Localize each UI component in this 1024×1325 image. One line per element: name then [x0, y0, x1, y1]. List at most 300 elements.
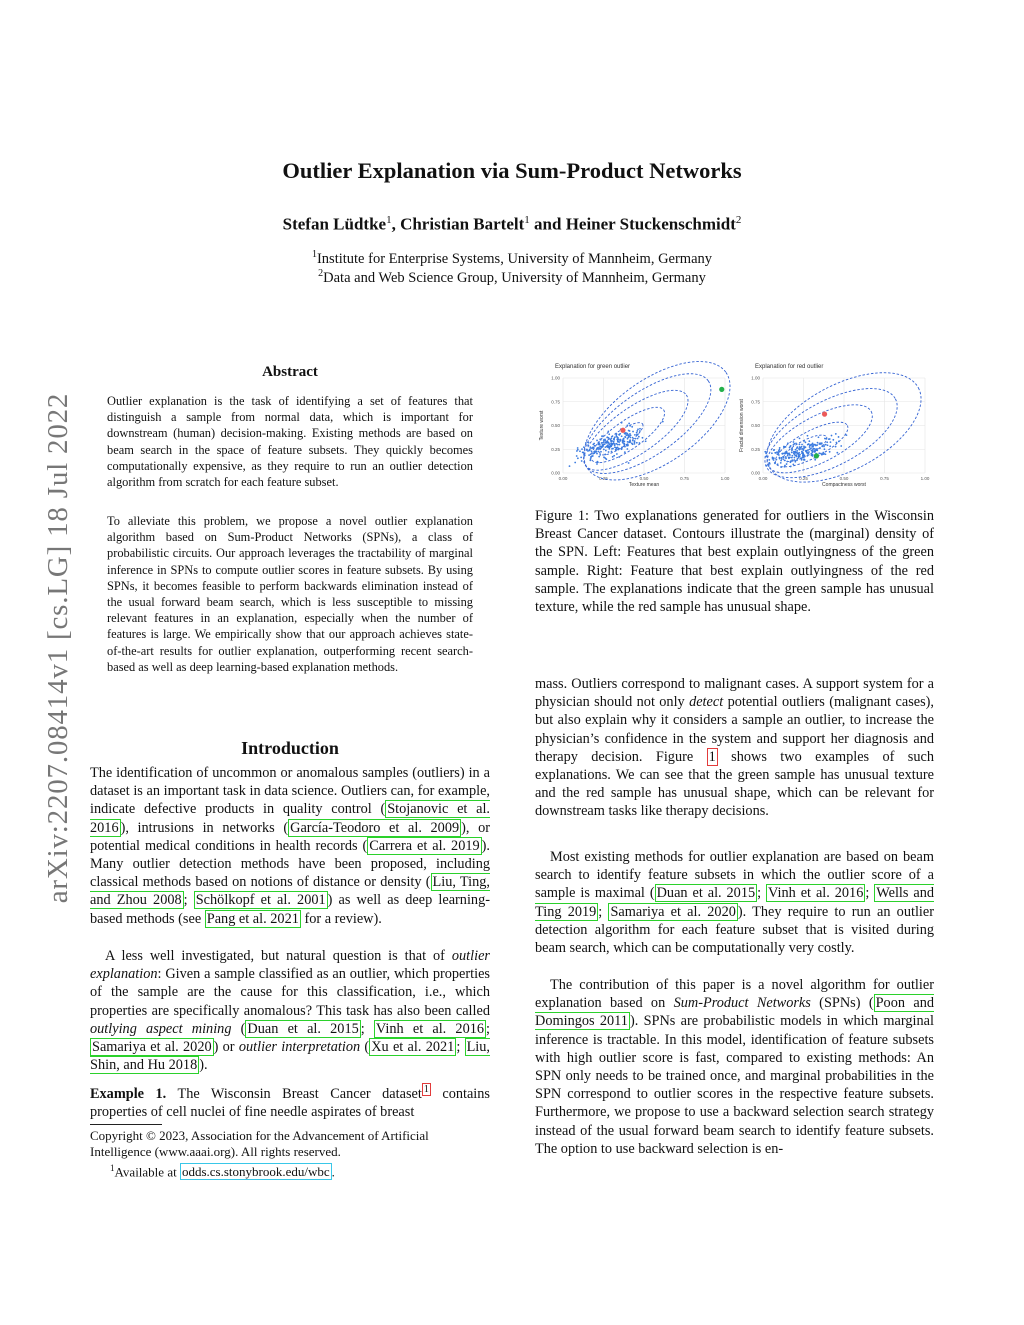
data-point — [796, 450, 798, 452]
text-run: ), intrusions in networks ( — [120, 819, 289, 836]
data-point — [846, 434, 848, 436]
data-point — [780, 466, 782, 468]
paper-title: Outlier Explanation via Sum-Product Networks — [282, 158, 742, 183]
emphasis: outlying aspect mining — [90, 1020, 232, 1037]
data-point — [597, 461, 599, 463]
data-point — [802, 456, 804, 458]
data-point — [574, 462, 576, 464]
data-point — [604, 440, 606, 442]
data-point — [814, 459, 816, 461]
y-tick-label: 0.25 — [751, 446, 760, 452]
data-point — [789, 445, 791, 447]
data-point — [615, 449, 617, 451]
data-point — [828, 438, 830, 440]
x-tick-label: 1.00 — [720, 476, 730, 481]
data-point — [583, 446, 585, 448]
text-run: contains properties of cell nuclei of fine needle aspirates of breast — [90, 1085, 490, 1120]
data-point — [764, 451, 766, 453]
data-point — [783, 466, 785, 468]
y-tick-label: 0.25 — [551, 446, 560, 452]
x-tick-label: 0.75 — [880, 476, 889, 481]
text-run: ). SPNs are probabilistic models in which marginal inference is tractable. In this model, identification of feature subsets with high outlier score is fast, compared to existing methods: An SPN only needs to be trained once, and marginal probabilities in the SPN correspond to outlier scores in the respective feature subsets. Furthermore, we propose to use a backward selection search strategy instead of the usual forward beam search to identify feature subsets. The option to use backward selection is en- — [535, 1013, 934, 1157]
data-point — [608, 451, 610, 453]
data-point — [794, 461, 796, 463]
x-tick-label: 0.50 — [839, 476, 849, 481]
data-point — [583, 455, 585, 457]
data-point — [622, 439, 624, 441]
text-run: The contribution of this paper is a novel algorithm for outlier explanation based on — [535, 977, 934, 1012]
data-point — [807, 435, 809, 437]
data-point — [821, 445, 823, 447]
x-tick-label: 0.00 — [758, 476, 768, 481]
data-point — [799, 446, 801, 448]
data-point — [806, 455, 808, 457]
text-run: ). — [199, 1057, 208, 1074]
emphasis: outlier explanation — [90, 948, 490, 983]
data-point — [775, 452, 777, 454]
x-axis-label: Texture mean — [628, 482, 660, 488]
data-point — [628, 430, 630, 432]
data-point — [780, 460, 782, 462]
text-run: A less well investigated, but natural question is that of — [105, 948, 452, 964]
panel-title: Explanation for red outlier — [755, 364, 824, 370]
citation-link[interactable]: Pang et al. 2021 — [206, 910, 299, 927]
data-point — [792, 444, 794, 446]
data-point — [617, 437, 619, 439]
data-point — [810, 448, 812, 450]
data-point — [765, 456, 767, 458]
data-point — [599, 454, 601, 456]
data-point — [622, 442, 624, 444]
data-point — [581, 448, 583, 450]
data-point — [813, 448, 815, 450]
citation-link[interactable]: García-Teodoro et al. 2009 — [290, 819, 460, 836]
citation-link[interactable]: Samariya et al. 2020 — [610, 903, 736, 920]
data-point — [589, 449, 591, 451]
data-point — [801, 459, 803, 461]
example-paragraph — [90, 1081, 490, 1121]
intro-paragraph — [90, 947, 490, 1074]
data-point — [808, 451, 810, 453]
data-point — [612, 448, 614, 450]
text-run: ; — [598, 903, 609, 920]
author-name: Christian Bartelt — [400, 214, 525, 234]
figure-panel-right — [739, 358, 935, 498]
data-point — [631, 426, 633, 428]
data-point — [590, 453, 592, 455]
x-tick-label: 0.75 — [680, 476, 689, 481]
text-run: ; — [486, 1020, 491, 1037]
body-paragraph — [535, 675, 934, 821]
data-point — [596, 463, 598, 465]
data-point — [592, 455, 594, 457]
data-point — [826, 441, 828, 443]
data-point — [600, 446, 602, 448]
data-point — [619, 444, 621, 446]
data-point — [831, 435, 833, 437]
citation-link[interactable]: Carrera et al. 2019 — [369, 837, 480, 854]
data-point — [598, 448, 600, 450]
data-point — [576, 455, 578, 457]
data-point — [579, 450, 581, 452]
citation-link[interactable]: Liu, Shin, and Hu 2018 — [90, 1039, 490, 1074]
text-run: shows two examples of such explanations. We can see that the green sample has unusual texture and the red sample has unusual shape, which can be relevant for downstream tasks like therapy decisions. — [535, 748, 935, 820]
data-point — [802, 455, 804, 457]
data-point — [807, 452, 809, 454]
data-point — [645, 440, 647, 442]
data-point — [774, 463, 776, 465]
x-tick-label: 0.00 — [558, 476, 568, 481]
citation-link[interactable]: Duan et al. 2015 — [247, 1020, 359, 1037]
green-outlier-point — [719, 387, 724, 392]
data-point — [577, 457, 579, 459]
text-run: : Given a sample classified as an outlier, which properties of the sample are the cause for this classification, i.e., which properties are specifically anomalous? This task has also been called — [90, 966, 490, 1019]
data-point — [829, 451, 831, 453]
data-point — [629, 440, 631, 442]
data-point — [569, 465, 571, 467]
data-point — [600, 451, 602, 453]
text-run: ( — [360, 1039, 370, 1056]
data-point — [632, 437, 634, 439]
data-point — [605, 446, 607, 448]
abstract-paragraph: To alleviate this problem, we propose a novel outlier explanation algorithm based on Sum-Product Networks (SPNs), a class of probabilistic circuits. Our approach leverages the tractability of marginal inference in SPNs to compute outlier scores in feature subsets. By using SPNs, it becomes feasible to perform backwards elimination instead of the usual forward beam search, which is less susceptible to missing relevant features in an explanation, especially when the number of features is large. We empirically show that our approach achieves state-of-the-art results for outlier explanation, outperforming recent search-based as well as deep learning-based explanation methods. — [107, 514, 473, 674]
data-point — [598, 447, 600, 449]
figure-ref-link[interactable]: 1 — [708, 748, 716, 765]
data-point — [809, 444, 811, 446]
data-point — [611, 451, 613, 453]
data-point — [776, 453, 778, 455]
x-tick-label: 0.50 — [639, 476, 649, 481]
data-point — [587, 444, 589, 446]
data-point — [626, 424, 628, 426]
data-point — [621, 448, 623, 450]
data-point — [803, 449, 805, 451]
figure-panel-left — [539, 358, 750, 498]
data-point — [829, 445, 831, 447]
text-run: ) as well as deep learning-based methods (see — [90, 892, 490, 927]
data-point — [791, 455, 793, 457]
data-point — [775, 459, 777, 461]
affiliation-text: Data and Web Science Group, University of Mannheim, Germany — [323, 269, 706, 286]
data-point — [606, 437, 608, 439]
data-point — [618, 456, 620, 458]
data-point — [781, 453, 783, 455]
affiliation-sup: 1 — [311, 249, 317, 260]
data-point — [590, 456, 592, 458]
data-point — [602, 442, 604, 444]
data-point — [836, 442, 838, 444]
x-axis-label: Compactness worst — [822, 482, 866, 488]
data-point — [812, 446, 814, 448]
data-point — [793, 459, 795, 461]
data-point — [594, 445, 596, 447]
data-point — [604, 454, 606, 456]
data-point — [798, 448, 800, 450]
data-point — [781, 457, 783, 459]
text-run: (SPNs) ( — [810, 995, 874, 1012]
data-point — [588, 454, 590, 456]
data-point — [639, 430, 641, 432]
data-point — [637, 428, 639, 430]
data-point — [787, 455, 789, 457]
y-tick-label: 0.50 — [551, 423, 560, 428]
data-point — [794, 457, 796, 459]
text-run: ; — [757, 885, 767, 902]
data-point — [802, 452, 804, 454]
data-point — [784, 453, 786, 455]
data-point — [620, 439, 622, 441]
data-point — [821, 442, 823, 444]
data-point — [780, 462, 782, 464]
data-point — [593, 452, 595, 454]
citation-link[interactable]: Liu, Ting, and Zhou 2008 — [90, 874, 490, 909]
data-point — [817, 442, 819, 444]
data-point — [809, 446, 811, 448]
citation-link[interactable]: Duan et al. 2015 — [656, 885, 756, 902]
data-point — [827, 444, 829, 446]
footnote-url-link[interactable]: odds.cs.stonybrook.edu/wbc — [181, 1164, 330, 1180]
data-point — [790, 466, 792, 468]
data-point — [629, 425, 631, 427]
author-list — [0, 214, 1024, 235]
data-point — [788, 457, 790, 459]
data-point — [790, 460, 792, 462]
data-point — [806, 450, 808, 452]
text-run: ; — [456, 1039, 465, 1056]
affiliation-text: Institute for Enterprise Systems, University of Mannheim, Germany — [316, 250, 713, 267]
data-point — [794, 451, 796, 453]
data-point — [599, 444, 601, 446]
data-point — [589, 459, 591, 461]
data-point — [836, 452, 838, 454]
text-run: The Wisconsin Breast Cancer dataset — [166, 1085, 422, 1102]
data-point — [825, 444, 827, 446]
data-point — [616, 453, 618, 455]
data-point — [632, 440, 634, 442]
panel-title: Explanation for green outlier — [555, 364, 631, 370]
data-point — [803, 440, 805, 442]
data-point — [818, 452, 820, 454]
citation-link[interactable]: Schölkopf et al. 2001 — [195, 892, 326, 909]
data-point — [616, 443, 618, 445]
text-run: ; — [360, 1020, 374, 1037]
data-point — [577, 447, 579, 449]
data-point — [639, 428, 641, 430]
citation-link[interactable]: Poon and Domingos 2011 — [535, 995, 934, 1030]
data-point — [782, 456, 784, 458]
data-point — [840, 445, 842, 447]
y-tick-label: 1.00 — [551, 375, 560, 381]
author-separator: , — [391, 214, 401, 234]
abstract-heading: Abstract — [262, 364, 318, 380]
data-point — [815, 445, 817, 447]
data-point — [768, 465, 770, 467]
data-point — [800, 448, 802, 450]
data-point — [599, 438, 601, 440]
data-point — [636, 430, 638, 432]
red-outlier-point — [822, 412, 827, 417]
data-point — [613, 455, 615, 457]
data-point — [795, 449, 797, 451]
data-point — [580, 456, 582, 458]
body-paragraph — [535, 976, 934, 1158]
citation-link[interactable]: Wells and Ting 2019 — [535, 885, 935, 920]
data-point — [791, 448, 793, 450]
affiliation — [0, 268, 1024, 287]
y-axis-label: Texture worst — [539, 410, 545, 441]
data-point — [593, 447, 595, 449]
data-point — [587, 450, 589, 452]
citation-link[interactable]: Samariya et al. 2020 — [92, 1039, 212, 1056]
x-tick-label: 1.00 — [920, 476, 930, 481]
data-point — [838, 440, 840, 442]
data-point — [796, 447, 798, 449]
affiliation — [0, 249, 1024, 268]
data-point — [613, 438, 615, 440]
data-point — [787, 442, 789, 444]
data-point — [613, 441, 615, 443]
data-point — [811, 451, 813, 453]
data-point — [793, 454, 795, 456]
data-point — [605, 450, 607, 452]
figure-caption: Figure 1: Two explanations generated for outliers in the Wisconsin Breast Cancer dataset. Contours illustrate the (marginal) density of the SPN. Left: Features that best explain outlyingness of the green sample. Right: Feature that best explain outlyingness of the red sample. The explanations indicate that the green sample has unusual texture, while the red sample has unusual shape. — [535, 508, 934, 616]
data-point — [624, 451, 626, 453]
text-run: ; — [183, 892, 194, 909]
citation-link[interactable]: Vinh et al. 2016 — [375, 1020, 485, 1037]
citation-link[interactable]: Vinh et al. 2016 — [768, 885, 864, 902]
data-point — [816, 449, 818, 451]
data-point — [585, 442, 587, 444]
data-point — [617, 441, 619, 443]
data-point — [582, 451, 584, 453]
data-point — [823, 444, 825, 446]
data-point — [796, 456, 798, 458]
data-point — [588, 442, 590, 444]
data-point — [803, 459, 805, 461]
data-point — [591, 450, 593, 452]
data-point — [642, 437, 644, 439]
data-point — [621, 422, 623, 424]
data-point — [611, 435, 613, 437]
data-point — [624, 446, 626, 448]
data-point — [636, 432, 638, 434]
data-point — [835, 446, 837, 448]
data-point — [589, 446, 591, 448]
author-affil-sup: 1 — [386, 214, 392, 226]
text-run: . — [331, 1164, 335, 1180]
data-point — [629, 433, 631, 435]
y-tick-label: 1.00 — [751, 375, 760, 381]
text-run: ( — [231, 1020, 246, 1037]
emphasis: outlier interpretation — [238, 1039, 361, 1056]
x-tick-label: 0.25 — [799, 476, 808, 481]
data-point — [765, 465, 767, 467]
author-separator: and — [529, 214, 566, 234]
footnote-link[interactable]: 1 — [423, 1084, 429, 1095]
data-point — [628, 423, 630, 425]
data-point — [830, 441, 832, 443]
data-point — [796, 459, 798, 461]
data-point — [772, 458, 774, 460]
footnote — [90, 1160, 490, 1180]
data-point — [779, 457, 781, 459]
data-point — [619, 433, 621, 435]
data-point — [598, 456, 600, 458]
data-point — [785, 446, 787, 448]
author-affil-sup: 2 — [735, 214, 742, 226]
data-point — [627, 437, 629, 439]
data-point — [626, 448, 628, 450]
data-point — [607, 431, 609, 433]
text-run: Available at — [114, 1164, 180, 1180]
citation-link[interactable]: Stojanovic et al. 2016 — [90, 801, 490, 836]
data-point — [791, 451, 793, 453]
example-label: Example 1. — [90, 1085, 167, 1102]
data-point — [799, 443, 801, 445]
footnote-rule — [90, 1124, 162, 1125]
data-point — [795, 442, 797, 444]
data-point — [608, 433, 610, 435]
data-point — [811, 450, 813, 452]
data-point — [786, 461, 788, 463]
data-point — [768, 459, 770, 461]
data-point — [805, 446, 807, 448]
data-point — [632, 443, 634, 445]
red-outlier-point — [620, 428, 625, 433]
y-tick-label: 0.00 — [551, 470, 560, 476]
y-tick-label: 0.50 — [751, 423, 760, 428]
intro-paragraph — [90, 764, 490, 928]
text-run: Most existing methods for outlier explanation are based on beam search to identify feature subsets in which the outlier score of a sample is maximal ( — [535, 849, 934, 902]
text-run: ), or potential medical conditions in health records ( — [90, 819, 490, 854]
data-point — [793, 441, 795, 443]
data-point — [605, 458, 607, 460]
y-tick-label: 0.75 — [751, 399, 760, 405]
data-point — [618, 448, 620, 450]
y-tick-label: 0.75 — [551, 399, 560, 405]
data-point — [615, 447, 617, 449]
data-point — [778, 450, 780, 452]
data-point — [812, 454, 814, 456]
arxiv-identifier: arXiv:2207.08414v1 [cs.LG] 18 Jul 2022 — [42, 392, 74, 904]
citation-link[interactable]: Xu et al. 2021 — [371, 1039, 455, 1056]
data-point — [787, 453, 789, 455]
data-point — [601, 435, 603, 437]
emphasis: detect — [689, 694, 724, 711]
text-run: The identification of uncommon or anomalous samples (outliers) in a dataset is an important task in data science. Outliers can, for example, indicate defective products in quality control ( — [90, 765, 490, 818]
data-point — [611, 440, 613, 442]
data-point — [824, 438, 826, 440]
data-point — [818, 443, 820, 445]
data-point — [778, 454, 780, 456]
data-point — [614, 443, 616, 445]
data-point — [596, 453, 598, 455]
data-point — [634, 440, 636, 442]
y-axis-label: Fractal dimension worst — [739, 399, 745, 452]
data-point — [838, 436, 840, 438]
data-point — [805, 441, 807, 443]
data-point — [784, 459, 786, 461]
data-point — [627, 445, 629, 447]
data-point — [832, 439, 834, 441]
author-name: Stefan Lüdtke — [282, 214, 387, 234]
y-tick-label: 0.00 — [751, 470, 760, 476]
body-paragraph — [535, 848, 934, 957]
text-run: ) or — [213, 1039, 239, 1056]
data-point — [824, 448, 826, 450]
data-point — [609, 446, 611, 448]
data-point — [596, 440, 598, 442]
